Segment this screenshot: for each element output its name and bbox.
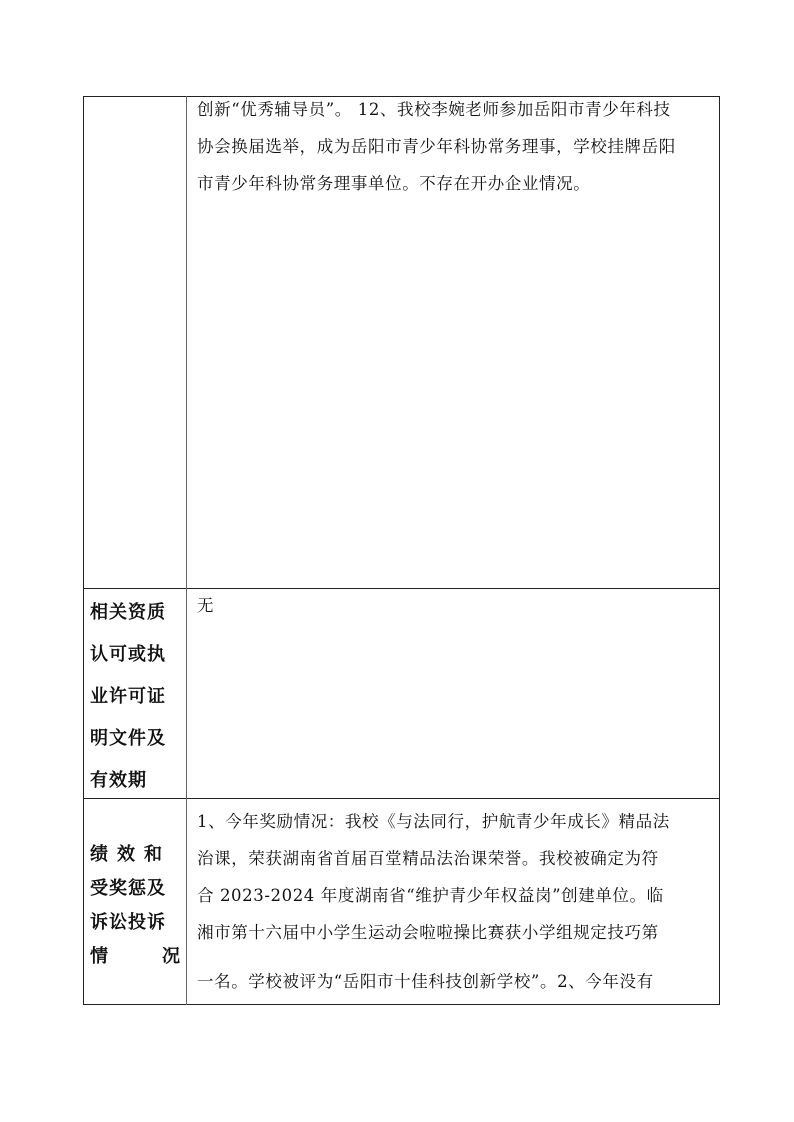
row-label-line: 认可或执 [90,644,166,665]
row-divider [83,588,720,589]
row-label-line: 明文件及 [90,728,166,749]
content-line: 1、今年奖励情况：我校《与法同行，护航青少年成长》精品法 [197,812,670,831]
row-label-line: 受奖惩及 [90,878,166,899]
row-label-line: 诉讼投诉 [90,912,166,933]
row-label-line: 业许可证 [90,686,166,707]
row-label-line [90,840,182,866]
label-text: 情况 [90,946,234,967]
content-line: 一名。学校被评为“岳阳市十佳科技创新学校”。2、今年没有 [197,972,654,991]
row-label-line: 相关资质 [90,602,166,623]
content-line: 合 2023-2024 年度湖南省“维护青少年权益岗”创建单位。临 [197,886,664,905]
row-label-line [90,942,234,968]
content-line: 协会换届选举，成为岳阳市青少年科协常务理事，学校挂牌岳阳 [197,137,676,156]
label-text: 绩效和 [90,844,171,865]
content-line: 创新“优秀辅导员”。 12、我校李婉老师参加岳阳市青少年科技 [197,100,671,119]
row-divider [83,798,720,799]
content-line: 市青少年科协常务理事单位。不存在开办企业情况。 [197,174,591,193]
content-line: 治课，荣获湖南省首届百堂精品法治课荣誉。我校被确定为符 [197,849,659,868]
content-line: 湘市第十六届中小学生运动会啦啦操比赛获小学组规定技巧第 [197,923,659,942]
content-line: 无 [197,596,215,615]
column-divider [186,96,187,1005]
row-label-line: 有效期 [90,770,147,791]
